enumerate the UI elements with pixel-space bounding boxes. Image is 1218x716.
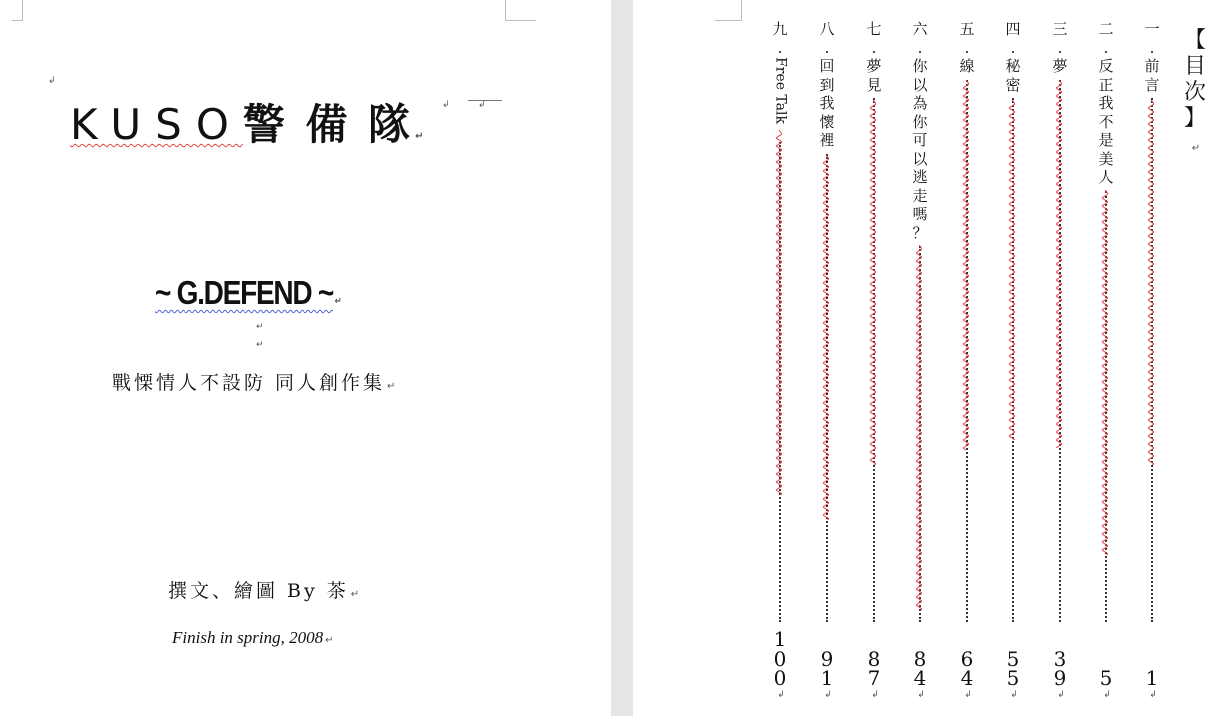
crop-mark [715, 0, 742, 21]
toc-heading-text [1182, 28, 1208, 132]
cover-author[interactable] [168, 576, 362, 603]
cover-title[interactable] [70, 92, 427, 152]
cover-subtitle[interactable] [155, 274, 341, 312]
paragraph-mark: ↵ [256, 340, 264, 350]
toc-entry-title: 六 . 你 以 為 你 可 以 逃 走 嗎 ？ [912, 20, 928, 242]
paragraph-mark: ↲ [964, 689, 972, 700]
crop-mark [12, 0, 23, 21]
toc-entry-title: 三 . 夢 [1052, 20, 1068, 75]
spelling-squiggle [963, 80, 969, 450]
crop-mark [505, 0, 536, 21]
toc-entry-title: 五 . 線 [959, 20, 975, 75]
paragraph-mark: ↲ [1057, 689, 1065, 700]
toc-entry-title: 七 . 夢 見 [866, 20, 882, 94]
toc-entry-page: 5 ↲ [1096, 669, 1116, 701]
finish-text: Finish in spring, 2008 [172, 628, 324, 647]
toc-entry-page: 5 5 ↲ [1003, 650, 1023, 701]
anchor-mark: ↲ [478, 100, 486, 110]
paragraph-mark: ↵ [1191, 143, 1201, 154]
toc-entry-page: 8 4 ↲ [910, 650, 930, 701]
paragraph-mark: ↲ [917, 689, 925, 700]
toc-entry-page: 8 7 ↲ [864, 650, 884, 701]
toc-entry[interactable] [817, 20, 837, 700]
paragraph-mark: ↲ [824, 689, 832, 700]
toc-entry-title: 八 . 回 到 我 懷 裡 [819, 20, 835, 149]
spelling-squiggle [1056, 80, 1062, 448]
paragraph-mark: ↵ [415, 131, 427, 142]
paragraph-mark: ↲ [777, 689, 785, 700]
spelling-squiggle [1102, 190, 1108, 555]
toc-entry-page: 6 4 ↲ [957, 650, 977, 701]
toc-entry-title: 一 . 前 言 [1144, 20, 1160, 94]
tagline-text: 戰慄情人不設防 同人創作集 [112, 372, 386, 394]
toc-entry[interactable] [770, 20, 790, 700]
author-text: 撰文、繪圖 By 茶 [168, 580, 349, 602]
toc-heading-char: 目 [1183, 54, 1206, 79]
toc-entry[interactable] [910, 20, 930, 700]
paragraph-mark: ↲ [1103, 689, 1111, 700]
toc-heading-char: 】 [1183, 106, 1206, 131]
toc-heading-char: 【 [1183, 28, 1206, 53]
toc-entry[interactable] [1050, 20, 1070, 700]
paragraph-mark: ↵ [350, 589, 363, 600]
paragraph-mark: ↲ [1149, 689, 1157, 700]
title-cjk: 警 備 隊 [242, 100, 414, 149]
toc-heading-char: 次 [1183, 80, 1206, 105]
paragraph-mark: ↲ [1010, 689, 1018, 700]
subtitle-text: ~ G.DEFEND ~ [155, 274, 333, 311]
spelling-squiggle [823, 155, 829, 520]
cover-finish-date[interactable] [172, 628, 334, 648]
toc-entry-page: 3 9 ↲ [1050, 650, 1070, 701]
toc-entry-page: 1 0 0 ↲ [770, 630, 790, 701]
spelling-squiggle [776, 130, 782, 495]
spelling-squiggle [1148, 100, 1154, 465]
toc-entry[interactable] [864, 20, 884, 700]
toc-entry-page: 9 1 ↲ [817, 650, 837, 701]
paragraph-mark: ↲ [871, 689, 879, 700]
toc-entry[interactable] [1096, 20, 1116, 700]
title-latin: KUSO [70, 100, 243, 149]
toc-entry-title: 二 . 反 正 我 不 是 美 人 [1098, 20, 1114, 186]
cover-tagline[interactable] [112, 368, 398, 395]
toc-entry[interactable] [957, 20, 977, 700]
toc-entry[interactable] [1003, 20, 1023, 700]
toc-heading[interactable] [1182, 28, 1208, 162]
paragraph-mark: ↵ [325, 635, 334, 646]
anchor-mark: ↲ [48, 76, 56, 86]
paragraph-mark: ↵ [334, 296, 341, 307]
spelling-squiggle [916, 245, 922, 610]
toc-entry[interactable] [1142, 20, 1162, 700]
paragraph-mark: ↵ [256, 322, 264, 332]
toc-entry-title: 九 . Free Talk [772, 20, 789, 124]
toc-entry-page: 1 ↲ [1142, 669, 1162, 701]
paragraph-mark: ↵ [387, 381, 399, 392]
anchor-mark: ↲ [442, 100, 450, 110]
spelling-squiggle [1009, 100, 1015, 440]
spelling-squiggle [870, 100, 876, 465]
toc-entry-title: 四 . 秘 密 [1005, 20, 1021, 94]
